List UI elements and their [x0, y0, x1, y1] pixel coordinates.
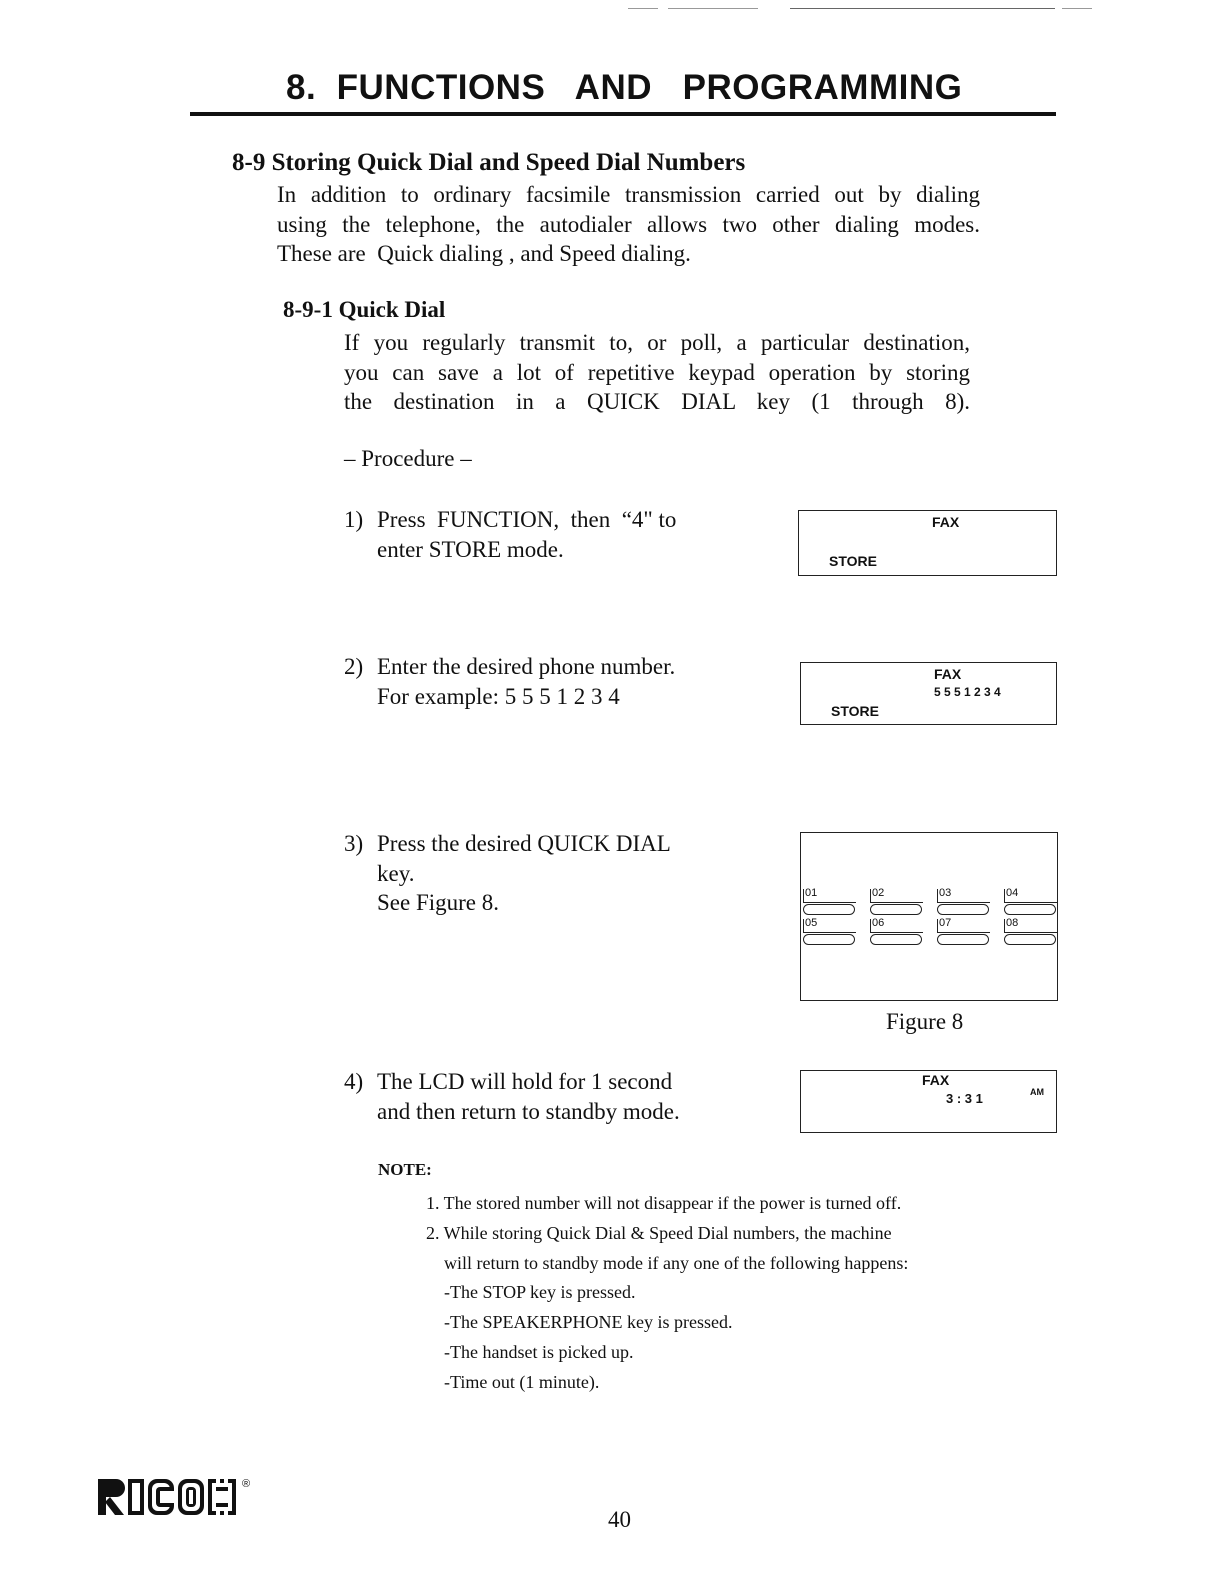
key-label: 08	[1006, 917, 1019, 929]
key-label: 06	[872, 917, 885, 929]
intro-line: In addition to ordinary facsimile transmission carried out by dialing	[277, 182, 980, 207]
quick-dial-panel	[800, 832, 1058, 1001]
note-line: -The handset is picked up.	[426, 1341, 634, 1362]
body-line: you can save a lot of repetitive keypad operation by storing	[344, 359, 970, 385]
step-line: and then return to standby mode.	[377, 1098, 680, 1124]
note-line: -The SPEAKERPHONE key is pressed.	[426, 1312, 733, 1333]
subsection-heading: 8-9-1 Quick Dial	[283, 297, 446, 322]
step-number: 1)	[344, 507, 364, 532]
lcd-fax-label: FAX	[934, 666, 962, 682]
step-line: enter STORE mode.	[377, 536, 564, 562]
step-line: Press FUNCTION, then “4" to	[377, 507, 677, 532]
key-button	[803, 904, 855, 915]
section-intro	[277, 180, 980, 269]
lcd-time: 3 : 3 1	[946, 1091, 983, 1106]
key-label: 04	[1006, 887, 1019, 899]
intro-line: using the telephone, the autodialer allows two other dialing modes.	[277, 211, 980, 237]
key-button	[870, 904, 922, 915]
lcd-fax-label: FAX	[922, 1072, 950, 1088]
procedure-label: – Procedure –	[344, 446, 472, 471]
step-line: Press the desired QUICK DIAL	[377, 831, 671, 856]
scan-line	[628, 8, 658, 9]
scan-line	[790, 8, 1055, 9]
lcd-ampm: AM	[1030, 1087, 1044, 1097]
key-button	[803, 934, 855, 945]
note-line: 1. The stored number will not disappear if the power is turned off.	[426, 1193, 902, 1213]
lcd-store-label: STORE	[831, 703, 879, 719]
note-title: NOTE:	[378, 1160, 432, 1179]
note-list	[426, 1189, 908, 1398]
step-line: For example: 5 5 5 1 2 3 4	[377, 683, 620, 709]
key-button	[937, 904, 989, 915]
step-number: 2)	[344, 654, 364, 679]
note-line: will return to standby mode if any one of the following happens:	[426, 1252, 909, 1273]
lcd-display-store	[798, 510, 1057, 576]
step-2	[344, 652, 675, 711]
scan-line	[668, 8, 758, 9]
step-number: 4)	[344, 1069, 364, 1094]
key-label: 01	[805, 887, 818, 899]
step-line: The LCD will hold for 1 second	[377, 1069, 673, 1094]
subsection-body	[344, 328, 970, 417]
body-line: the destination in a QUICK DIAL key (1 through 8).	[344, 389, 970, 414]
registered-mark: ®	[242, 1478, 251, 1490]
chapter-title: 8. FUNCTIONS AND PROGRAMMING	[286, 68, 963, 107]
key-label: 03	[939, 887, 952, 899]
lcd-display-standby	[800, 1070, 1057, 1133]
body-line: If you regularly transmit to, or poll, a particular destination,	[344, 330, 970, 355]
key-label: 02	[872, 887, 885, 899]
step-line: See Figure 8.	[377, 890, 500, 915]
step-line: Enter the desired phone number.	[377, 654, 676, 679]
step-3	[344, 829, 671, 918]
lcd-number: 5 5 5 1 2 3 4	[934, 685, 1001, 699]
step-4	[344, 1067, 680, 1126]
note-line: 2. While storing Quick Dial & Speed Dial numbers, the machine	[426, 1222, 892, 1243]
key-label: 07	[939, 917, 952, 929]
lcd-display-number	[800, 662, 1057, 725]
step-line: key.	[377, 860, 415, 886]
note-line: -Time out (1 minute).	[426, 1371, 600, 1392]
scan-line	[1062, 8, 1092, 9]
step-1	[344, 505, 676, 564]
lcd-store-label: STORE	[829, 553, 877, 569]
intro-line: These are Quick dialing , and Speed dialing.	[277, 241, 691, 266]
step-number: 3)	[344, 831, 364, 856]
figure-caption: Figure 8	[886, 1009, 964, 1034]
key-button	[1004, 934, 1056, 945]
page-number: 40	[608, 1507, 631, 1532]
lcd-fax-label: FAX	[932, 514, 960, 530]
section-heading: 8-9 Storing Quick Dial and Speed Dial Numbers	[232, 149, 746, 176]
chapter-rule	[190, 112, 1056, 116]
key-button	[937, 934, 989, 945]
note-line: -The STOP key is pressed.	[426, 1282, 636, 1303]
key-button	[870, 934, 922, 945]
key-button	[1004, 904, 1056, 915]
ricoh-logo	[96, 1476, 242, 1518]
key-label: 05	[805, 917, 818, 929]
